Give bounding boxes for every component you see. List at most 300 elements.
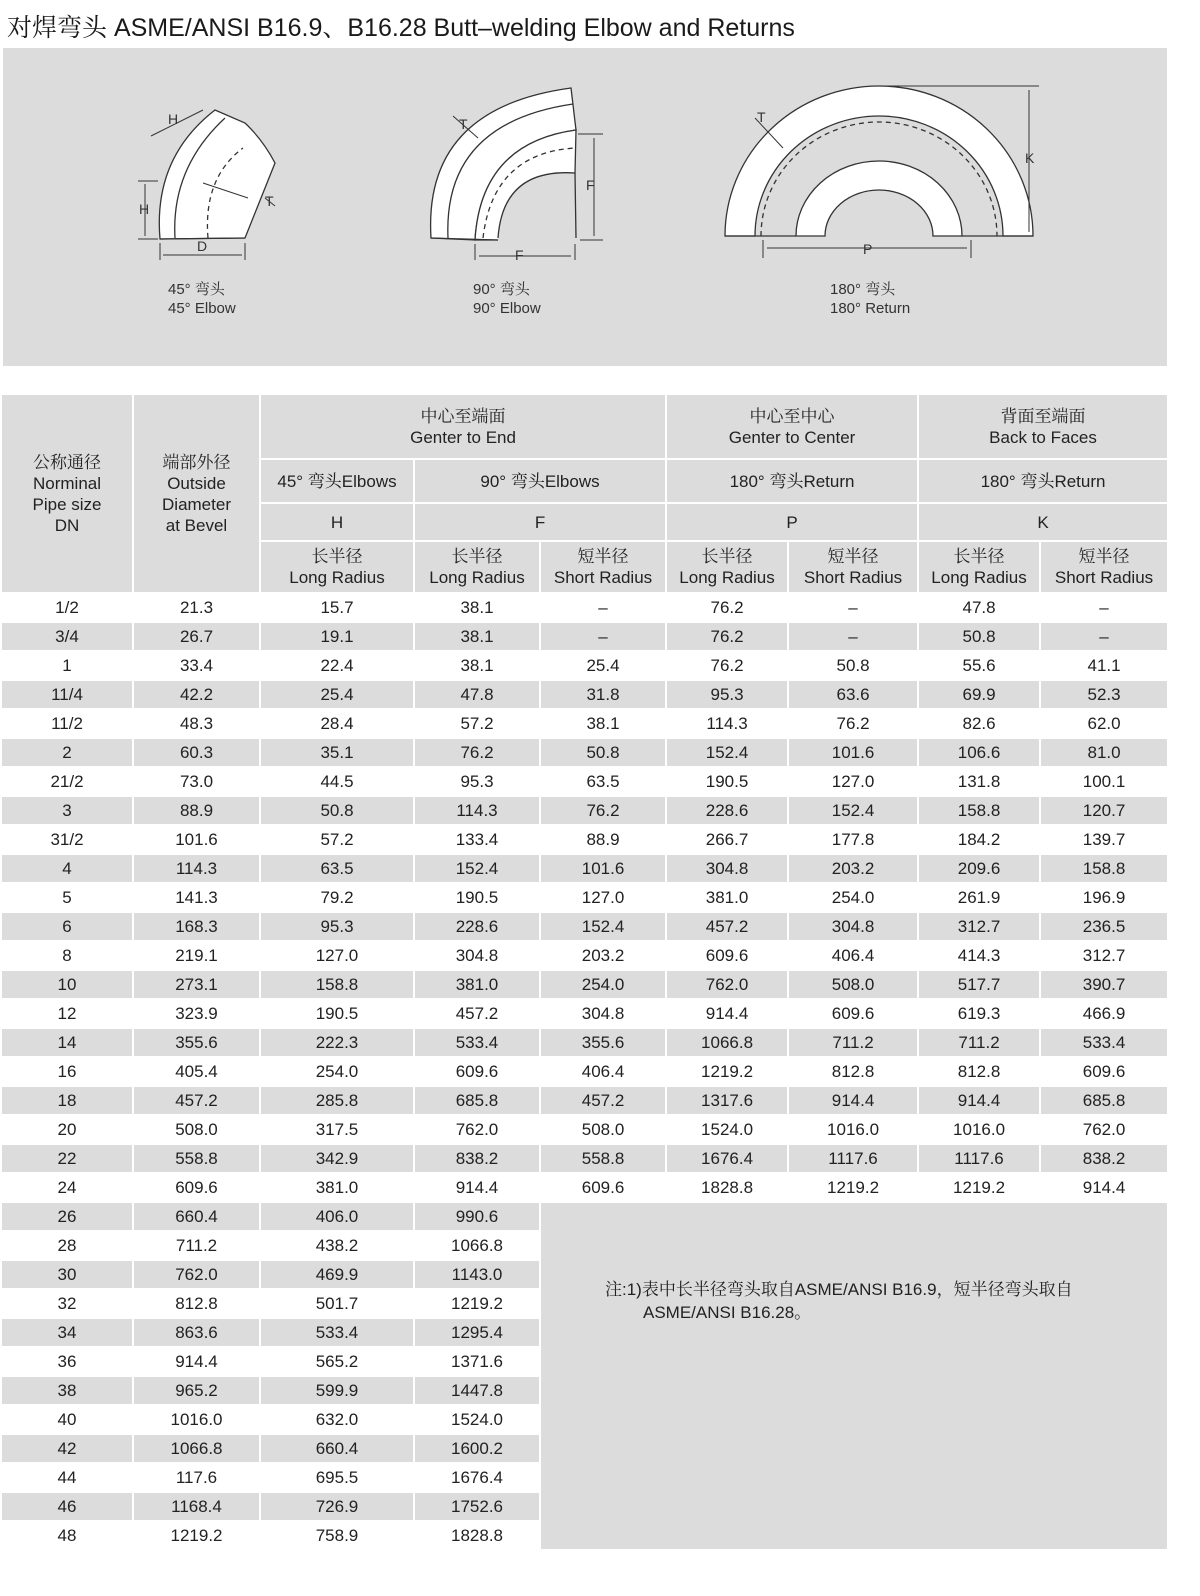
- header-long-radius-cn: 长半径: [701, 547, 753, 566]
- cell-value: 533.4: [260, 1318, 414, 1347]
- cell-value: 184.2: [918, 825, 1040, 854]
- cell-dn: 32: [1, 1289, 133, 1318]
- cell-value: 31.8: [540, 680, 666, 709]
- cell-dn: 46: [1, 1492, 133, 1521]
- header-long-radius-cn: 长半径: [311, 547, 363, 566]
- cell-value: 762.0: [414, 1115, 540, 1144]
- table-note: [540, 1202, 1168, 1549]
- elbow45-h-top-label: H: [168, 111, 179, 127]
- table-row: [1, 738, 1168, 767]
- header-nominal-cn: 公称通径: [33, 452, 101, 472]
- cell-value: 762.0: [1040, 1115, 1168, 1144]
- cell-value: 82.6: [918, 709, 1040, 738]
- cell-value: 619.3: [918, 999, 1040, 1028]
- return180-caption-cn: 180° 弯头: [830, 281, 896, 298]
- cell-value: 209.6: [918, 854, 1040, 883]
- cell-value: 726.9: [260, 1492, 414, 1521]
- cell-value: 1066.8: [133, 1434, 260, 1463]
- cell-value: 120.7: [1040, 796, 1168, 825]
- header-center-to-center-en: Genter to Center: [728, 427, 856, 447]
- cell-value: 21.3: [133, 593, 260, 622]
- header-sym-p: P: [666, 503, 918, 541]
- cell-value: 1317.6: [666, 1086, 788, 1115]
- note-line-1: 注:1)表中长半径弯头取自ASME/ANSI B16.9，短半径弯头取自: [605, 1280, 1073, 1299]
- cell-value: 342.9: [260, 1144, 414, 1173]
- cell-value: 1828.8: [414, 1521, 540, 1549]
- cell-value: –: [1040, 593, 1168, 622]
- cell-value: 1524.0: [666, 1115, 788, 1144]
- cell-dn: 28: [1, 1231, 133, 1260]
- header-center-to-end-cn: 中心至端面: [420, 406, 506, 426]
- header-short-radius-en: Short Radius: [803, 568, 903, 587]
- elbow45-caption: [168, 280, 236, 318]
- table-row: [1, 1202, 1168, 1231]
- header-short-radius-en: Short Radius: [1054, 568, 1154, 587]
- cell-value: 114.3: [133, 854, 260, 883]
- cell-value: 50.8: [260, 796, 414, 825]
- cell-value: 558.8: [133, 1144, 260, 1173]
- table-row: [1, 1057, 1168, 1086]
- cell-dn: 3/4: [1, 622, 133, 651]
- cell-value: 158.8: [918, 796, 1040, 825]
- cell-value: –: [788, 593, 918, 622]
- header-return180-k: 180° 弯头Return: [918, 459, 1168, 503]
- cell-value: 42.2: [133, 680, 260, 709]
- cell-value: 50.8: [540, 738, 666, 767]
- cell-dn: 38: [1, 1376, 133, 1405]
- cell-dn: 36: [1, 1347, 133, 1376]
- cell-value: 1447.8: [414, 1376, 540, 1405]
- cell-value: 25.4: [260, 680, 414, 709]
- header-long-radius-en: Long Radius: [679, 568, 775, 587]
- cell-value: 95.3: [414, 767, 540, 796]
- cell-value: 254.0: [260, 1057, 414, 1086]
- cell-dn: 8: [1, 941, 133, 970]
- cell-dn: 42: [1, 1434, 133, 1463]
- cell-value: 1524.0: [414, 1405, 540, 1434]
- elbow90-f-side-label: F: [586, 177, 595, 193]
- cell-value: 304.8: [414, 941, 540, 970]
- elbow45-d-label: D: [197, 238, 208, 254]
- cell-value: 1066.8: [666, 1028, 788, 1057]
- cell-value: 38.1: [414, 622, 540, 651]
- cell-value: 1219.2: [666, 1057, 788, 1086]
- cell-value: 457.2: [666, 912, 788, 941]
- cell-value: 1219.2: [133, 1521, 260, 1549]
- elbow90-t-label: T: [459, 116, 468, 132]
- cell-value: 52.3: [1040, 680, 1168, 709]
- cell-dn: 30: [1, 1260, 133, 1289]
- header-long-radius-cn: 长半径: [451, 547, 503, 566]
- cell-value: 1143.0: [414, 1260, 540, 1289]
- cell-value: 632.0: [260, 1405, 414, 1434]
- cell-value: 44.5: [260, 767, 414, 796]
- cell-value: 127.0: [260, 941, 414, 970]
- cell-value: 381.0: [260, 1173, 414, 1202]
- cell-value: 141.3: [133, 883, 260, 912]
- cell-value: 1219.2: [788, 1173, 918, 1202]
- header-long-radius-en: Long Radius: [931, 568, 1027, 587]
- header-elbow90: 90° 弯头Elbows: [414, 459, 666, 503]
- cell-value: 254.0: [788, 883, 918, 912]
- header-long-radius-3: [666, 541, 788, 593]
- header-short-radius-2: [540, 541, 666, 593]
- cell-dn: 11/2: [1, 709, 133, 738]
- cell-value: 196.9: [1040, 883, 1168, 912]
- cell-value: 609.6: [788, 999, 918, 1028]
- cell-value: 76.2: [666, 651, 788, 680]
- elbow90-f-bottom-label: F: [515, 247, 524, 263]
- cell-value: 381.0: [666, 883, 788, 912]
- cell-value: 76.2: [666, 622, 788, 651]
- cell-value: 838.2: [1040, 1144, 1168, 1173]
- cell-value: 758.9: [260, 1521, 414, 1549]
- table-row: [1, 1115, 1168, 1144]
- return180-p-label: P: [863, 241, 873, 257]
- cell-dn: 10: [1, 970, 133, 999]
- cell-value: 15.7: [260, 593, 414, 622]
- cell-value: 19.1: [260, 622, 414, 651]
- cell-value: –: [788, 622, 918, 651]
- cell-value: 390.7: [1040, 970, 1168, 999]
- cell-value: –: [540, 593, 666, 622]
- elbow-diagrams-panel: [3, 48, 1167, 366]
- cell-dn: 21/2: [1, 767, 133, 796]
- return180-caption-en: 180° Return: [830, 300, 911, 317]
- cell-value: 304.8: [788, 912, 918, 941]
- cell-value: 38.1: [540, 709, 666, 738]
- cell-dn: 6: [1, 912, 133, 941]
- note-line-2: ASME/ANSI B16.28。: [643, 1303, 812, 1322]
- cell-value: 438.2: [260, 1231, 414, 1260]
- cell-value: 469.9: [260, 1260, 414, 1289]
- header-short-radius-4: [788, 541, 918, 593]
- cell-value: 1219.2: [918, 1173, 1040, 1202]
- elbow45-t-label: T: [265, 193, 274, 209]
- cell-value: 203.2: [788, 854, 918, 883]
- header-od-cn: 端部外径: [162, 452, 231, 472]
- cell-dn: 40: [1, 1405, 133, 1434]
- cell-value: 228.6: [414, 912, 540, 941]
- cell-value: 1117.6: [918, 1144, 1040, 1173]
- cell-value: 711.2: [133, 1231, 260, 1260]
- cell-value: 152.4: [540, 912, 666, 941]
- cell-value: 219.1: [133, 941, 260, 970]
- header-short-radius-cn: 短半径: [577, 547, 629, 566]
- cell-value: 565.2: [260, 1347, 414, 1376]
- cell-value: 63.5: [260, 854, 414, 883]
- cell-value: 285.8: [260, 1086, 414, 1115]
- cell-value: 76.2: [414, 738, 540, 767]
- elbow90-caption-cn: 90° 弯头: [473, 281, 530, 298]
- cell-value: 57.2: [414, 709, 540, 738]
- cell-value: 508.0: [540, 1115, 666, 1144]
- cell-value: 660.4: [260, 1434, 414, 1463]
- cell-dn: 20: [1, 1115, 133, 1144]
- cell-value: 22.4: [260, 651, 414, 680]
- table-row: [1, 796, 1168, 825]
- cell-value: 406.4: [788, 941, 918, 970]
- cell-dn: 11/4: [1, 680, 133, 709]
- cell-value: 355.6: [133, 1028, 260, 1057]
- cell-value: 73.0: [133, 767, 260, 796]
- table-row: [1, 1144, 1168, 1173]
- cell-dn: 26: [1, 1202, 133, 1231]
- table-row: [1, 767, 1168, 796]
- cell-value: 100.1: [1040, 767, 1168, 796]
- header-short-radius-en: Short Radius: [553, 568, 653, 587]
- cell-value: 152.4: [666, 738, 788, 767]
- header-long-radius-en: Long Radius: [289, 568, 385, 587]
- elbow45-caption-en: 45° Elbow: [168, 300, 236, 317]
- return180-caption: [830, 280, 910, 318]
- page-title: 对焊弯头 ASME/ANSI B16.9、B16.28 Butt–welding Elbow and Returns: [7, 14, 795, 42]
- table-row: [1, 941, 1168, 970]
- elbow90-caption: [473, 280, 541, 318]
- cell-value: 38.1: [414, 651, 540, 680]
- header-return180-p: 180° 弯头Return: [666, 459, 918, 503]
- cell-value: 355.6: [540, 1028, 666, 1057]
- cell-value: 517.7: [918, 970, 1040, 999]
- cell-value: 914.4: [666, 999, 788, 1028]
- cell-value: 990.6: [414, 1202, 540, 1231]
- header-center-to-end-en: Genter to End: [410, 427, 516, 447]
- cell-dn: 16: [1, 1057, 133, 1086]
- cell-value: 1676.4: [666, 1144, 788, 1173]
- cell-value: 81.0: [1040, 738, 1168, 767]
- header-long-radius-5: [918, 541, 1040, 593]
- cell-value: 25.4: [540, 651, 666, 680]
- cell-value: 101.6: [133, 825, 260, 854]
- cell-value: 914.4: [1040, 1173, 1168, 1202]
- cell-value: 914.4: [918, 1086, 1040, 1115]
- cell-value: 63.5: [540, 767, 666, 796]
- cell-value: 414.3: [918, 941, 1040, 970]
- cell-value: 1016.0: [788, 1115, 918, 1144]
- cell-value: 812.8: [133, 1289, 260, 1318]
- cell-value: 26.7: [133, 622, 260, 651]
- cell-value: 254.0: [540, 970, 666, 999]
- cell-dn: 44: [1, 1463, 133, 1492]
- header-center-to-center-cn: 中心至中心: [749, 406, 835, 426]
- cell-value: 323.9: [133, 999, 260, 1028]
- cell-value: 609.6: [666, 941, 788, 970]
- elbow45-h-side-label: H: [139, 201, 150, 217]
- header-sym-h: H: [260, 503, 414, 541]
- cell-value: 381.0: [414, 970, 540, 999]
- cell-value: 914.4: [788, 1086, 918, 1115]
- cell-value: 1219.2: [414, 1289, 540, 1318]
- header-long-radius-en: Long Radius: [429, 568, 525, 587]
- cell-value: 1168.4: [133, 1492, 260, 1521]
- cell-value: 38.1: [414, 593, 540, 622]
- cell-dn: 1/2: [1, 593, 133, 622]
- cell-value: 101.6: [540, 854, 666, 883]
- cell-value: 1752.6: [414, 1492, 540, 1521]
- cell-value: 863.6: [133, 1318, 260, 1347]
- cell-value: 533.4: [1040, 1028, 1168, 1057]
- cell-value: 106.6: [918, 738, 1040, 767]
- cell-value: 190.5: [260, 999, 414, 1028]
- cell-value: 69.9: [918, 680, 1040, 709]
- header-back-to-faces-en: Back to Faces: [989, 427, 1097, 447]
- cell-value: 1016.0: [918, 1115, 1040, 1144]
- cell-value: 114.3: [666, 709, 788, 738]
- table-row: [1, 1173, 1168, 1202]
- cell-value: 33.4: [133, 651, 260, 680]
- cell-value: –: [1040, 622, 1168, 651]
- cell-value: 501.7: [260, 1289, 414, 1318]
- cell-dn: 34: [1, 1318, 133, 1347]
- cell-value: 177.8: [788, 825, 918, 854]
- header-od: [133, 394, 260, 593]
- cell-value: 1295.4: [414, 1318, 540, 1347]
- cell-value: 466.9: [1040, 999, 1168, 1028]
- header-back-to-faces: [918, 394, 1168, 459]
- cell-value: 312.7: [918, 912, 1040, 941]
- table-row: [1, 854, 1168, 883]
- cell-value: 47.8: [918, 593, 1040, 622]
- cell-value: 158.8: [1040, 854, 1168, 883]
- cell-value: 273.1: [133, 970, 260, 999]
- header-short-radius-6: [1040, 541, 1168, 593]
- cell-value: 79.2: [260, 883, 414, 912]
- header-nominal-en: Norminal Pipe size DN: [32, 473, 102, 535]
- return180-drawing: [725, 86, 1039, 258]
- cell-value: 261.9: [918, 883, 1040, 912]
- cell-value: 914.4: [414, 1173, 540, 1202]
- table-row: [1, 651, 1168, 680]
- cell-value: 812.8: [918, 1057, 1040, 1086]
- cell-value: 95.3: [260, 912, 414, 941]
- cell-dn: 4: [1, 854, 133, 883]
- cell-value: 685.8: [414, 1086, 540, 1115]
- cell-value: 533.4: [414, 1028, 540, 1057]
- return180-k-label: K: [1025, 150, 1035, 166]
- cell-value: –: [540, 622, 666, 651]
- cell-value: 405.4: [133, 1057, 260, 1086]
- cell-value: 60.3: [133, 738, 260, 767]
- cell-value: 127.0: [788, 767, 918, 796]
- cell-value: 190.5: [666, 767, 788, 796]
- cell-dn: 48: [1, 1521, 133, 1549]
- elbow90-drawing: [431, 88, 603, 260]
- elbow45-caption-cn: 45° 弯头: [168, 281, 225, 298]
- table-row: [1, 999, 1168, 1028]
- cell-value: 203.2: [540, 941, 666, 970]
- cell-value: 609.6: [414, 1057, 540, 1086]
- cell-value: 711.2: [788, 1028, 918, 1057]
- header-center-to-end: [260, 394, 666, 459]
- cell-value: 406.0: [260, 1202, 414, 1231]
- cell-value: 312.7: [1040, 941, 1168, 970]
- cell-value: 55.6: [918, 651, 1040, 680]
- cell-value: 609.6: [540, 1173, 666, 1202]
- table-row: [1, 709, 1168, 738]
- cell-value: 838.2: [414, 1144, 540, 1173]
- cell-dn: 22: [1, 1144, 133, 1173]
- header-long-radius-1: [414, 541, 540, 593]
- cell-value: 457.2: [540, 1086, 666, 1115]
- cell-value: 685.8: [1040, 1086, 1168, 1115]
- cell-value: 131.8: [918, 767, 1040, 796]
- table-row: [1, 1028, 1168, 1057]
- cell-value: 117.6: [133, 1463, 260, 1492]
- header-back-to-faces-cn: 背面至端面: [1000, 406, 1086, 426]
- cell-value: 76.2: [540, 796, 666, 825]
- cell-value: 914.4: [133, 1347, 260, 1376]
- cell-value: 228.6: [666, 796, 788, 825]
- cell-dn: 1: [1, 651, 133, 680]
- cell-value: 711.2: [918, 1028, 1040, 1057]
- header-sym-f: F: [414, 503, 666, 541]
- cell-value: 28.4: [260, 709, 414, 738]
- cell-value: 133.4: [414, 825, 540, 854]
- cell-value: 35.1: [260, 738, 414, 767]
- cell-value: 609.6: [1040, 1057, 1168, 1086]
- cell-value: 812.8: [788, 1057, 918, 1086]
- header-center-to-center: [666, 394, 918, 459]
- cell-value: 695.5: [260, 1463, 414, 1492]
- dimension-table: [0, 393, 1169, 1549]
- cell-dn: 24: [1, 1173, 133, 1202]
- cell-dn: 2: [1, 738, 133, 767]
- cell-value: 406.4: [540, 1057, 666, 1086]
- cell-value: 762.0: [666, 970, 788, 999]
- cell-value: 62.0: [1040, 709, 1168, 738]
- cell-value: 76.2: [666, 593, 788, 622]
- cell-value: 1676.4: [414, 1463, 540, 1492]
- cell-value: 1016.0: [133, 1405, 260, 1434]
- cell-value: 457.2: [133, 1086, 260, 1115]
- cell-value: 48.3: [133, 709, 260, 738]
- cell-value: 101.6: [788, 738, 918, 767]
- elbow90-caption-en: 90° Elbow: [473, 300, 541, 317]
- cell-dn: 18: [1, 1086, 133, 1115]
- cell-value: 266.7: [666, 825, 788, 854]
- table-row: [1, 912, 1168, 941]
- cell-value: 88.9: [540, 825, 666, 854]
- cell-value: 50.8: [788, 651, 918, 680]
- header-short-radius-cn: 短半径: [827, 547, 879, 566]
- cell-dn: 12: [1, 999, 133, 1028]
- cell-value: 558.8: [540, 1144, 666, 1173]
- cell-value: 95.3: [666, 680, 788, 709]
- cell-value: 609.6: [133, 1173, 260, 1202]
- cell-value: 127.0: [540, 883, 666, 912]
- cell-value: 508.0: [133, 1115, 260, 1144]
- return180-t-label: T: [757, 109, 766, 125]
- cell-value: 76.2: [788, 709, 918, 738]
- cell-dn: 14: [1, 1028, 133, 1057]
- table-row: [1, 1086, 1168, 1115]
- cell-value: 41.1: [1040, 651, 1168, 680]
- cell-value: 190.5: [414, 883, 540, 912]
- cell-value: 236.5: [1040, 912, 1168, 941]
- header-nominal: [1, 394, 133, 593]
- cell-value: 1117.6: [788, 1144, 918, 1173]
- cell-value: 139.7: [1040, 825, 1168, 854]
- cell-value: 1371.6: [414, 1347, 540, 1376]
- header-sym-k: K: [918, 503, 1168, 541]
- cell-value: 1066.8: [414, 1231, 540, 1260]
- cell-value: 114.3: [414, 796, 540, 825]
- cell-value: 63.6: [788, 680, 918, 709]
- header-elbow45: 45° 弯头Elbows: [260, 459, 414, 503]
- table-row: [1, 883, 1168, 912]
- cell-value: 508.0: [788, 970, 918, 999]
- table-row: [1, 680, 1168, 709]
